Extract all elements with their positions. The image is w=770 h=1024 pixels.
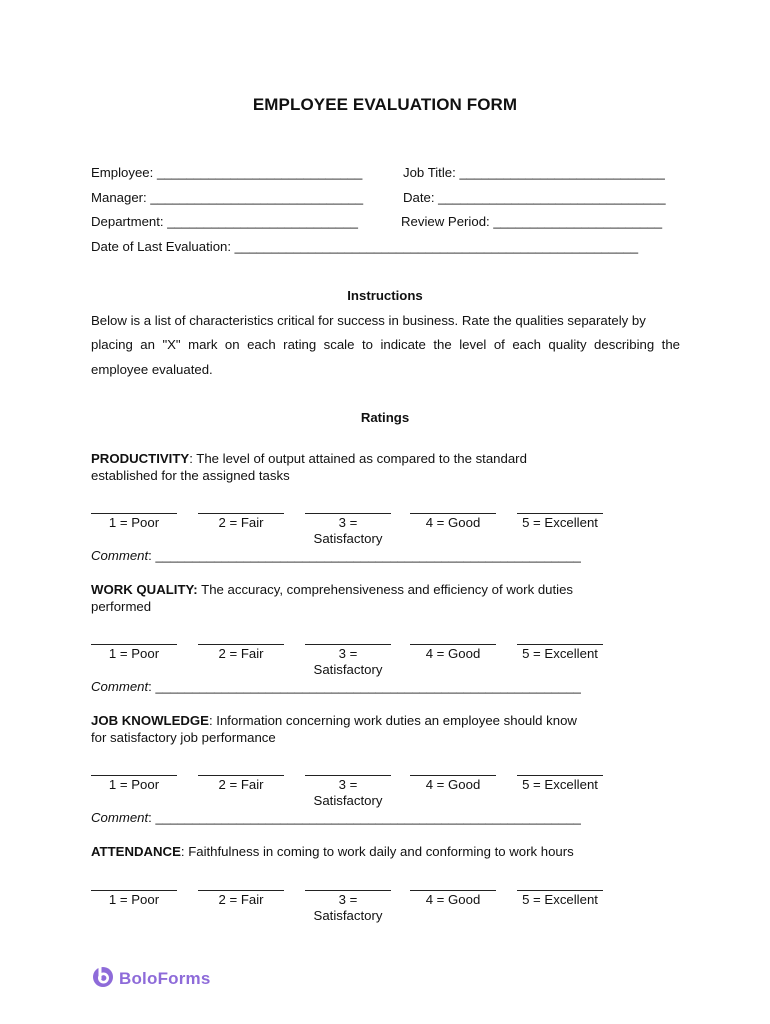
- rating-option-4[interactable]: [410, 632, 496, 662]
- rating-option-5[interactable]: [517, 632, 603, 662]
- rating-option-4[interactable]: [410, 501, 496, 531]
- rating-option-3[interactable]: [305, 763, 391, 809]
- section-name: PRODUCTIVITY: [91, 451, 190, 466]
- rating-blank-line[interactable]: [517, 632, 603, 645]
- rating-option-5[interactable]: [517, 878, 603, 908]
- rating-blank-line[interactable]: [410, 878, 496, 891]
- rating-label: 1 = Poor: [108, 892, 160, 907]
- section-description-text: The accuracy, comprehensiveness and efficiency of work duties performed: [91, 582, 574, 614]
- section-description-text: : Information concerning work duties an employee should know for satisfactory job performance: [91, 713, 577, 745]
- rating-label: 5 = Excellent: [522, 515, 598, 530]
- comment-label: Comment: [91, 548, 149, 563]
- rating-blank-line[interactable]: [410, 763, 496, 776]
- review-period-field[interactable]: Review Period: _______________________: [401, 214, 663, 229]
- comment-label: Comment: [91, 679, 149, 694]
- rating-label: 4 = Good: [425, 515, 481, 530]
- rating-option-2[interactable]: [198, 501, 284, 531]
- rating-blank-line[interactable]: [410, 501, 496, 514]
- boloforms-logo-text: BoloForms: [119, 968, 211, 988]
- rating-label: 5 = Excellent: [522, 892, 598, 907]
- instructions-line-2-text: placing an "X" mark on each rating scale to indicate the level of each quality describing the: [91, 337, 680, 352]
- rating-label: 1 = Poor: [108, 777, 160, 792]
- rating-option-3[interactable]: [305, 632, 391, 678]
- boloforms-logo-icon: [92, 964, 114, 993]
- department-field[interactable]: Department: __________________________: [91, 214, 358, 229]
- instructions-line-1: Below is a list of characteristics critical for success in business. Rate the qualities separately by: [91, 313, 646, 328]
- rating-option-4[interactable]: [410, 763, 496, 793]
- rating-label: 5 = Excellent: [522, 646, 598, 661]
- rating-blank-line[interactable]: [305, 878, 391, 891]
- rating-blank-line[interactable]: [91, 878, 177, 891]
- section-name: ATTENDANCE: [91, 844, 181, 859]
- comment-blank[interactable]: : __________________________________________________________: [148, 548, 581, 563]
- last-evaluation-field[interactable]: Date of Last Evaluation: _______________________________________________________: [91, 239, 639, 254]
- comment-label: Comment: [91, 810, 149, 825]
- rating-blank-line[interactable]: [517, 763, 603, 776]
- rating-blank-line[interactable]: [305, 632, 391, 645]
- date-field[interactable]: Date: _______________________________: [403, 190, 666, 205]
- rating-option-1[interactable]: [91, 632, 177, 662]
- rating-option-2[interactable]: [198, 763, 284, 793]
- rating-blank-line[interactable]: [410, 632, 496, 645]
- rating-label: 3 = Satisfactory: [313, 777, 383, 808]
- rating-label: 4 = Good: [425, 892, 481, 907]
- rating-option-3[interactable]: [305, 878, 391, 924]
- rating-blank-line[interactable]: [198, 632, 284, 645]
- rating-label: 2 = Fair: [218, 892, 264, 907]
- rating-blank-line[interactable]: [91, 763, 177, 776]
- rating-blank-line[interactable]: [305, 763, 391, 776]
- comment-blank[interactable]: : __________________________________________________________: [148, 810, 581, 825]
- rating-blank-line[interactable]: [198, 501, 284, 514]
- form-title: EMPLOYEE EVALUATION FORM: [252, 95, 518, 114]
- rating-label: 2 = Fair: [218, 515, 264, 530]
- job-title-field[interactable]: Job Title: ____________________________: [403, 165, 665, 180]
- rating-option-1[interactable]: [91, 501, 177, 531]
- section-description: [91, 843, 591, 860]
- rating-option-1[interactable]: [91, 878, 177, 908]
- comment-field[interactable]: [91, 810, 581, 825]
- rating-blank-line[interactable]: [198, 763, 284, 776]
- section-description: [91, 712, 591, 746]
- boloforms-logo: [92, 964, 211, 993]
- rating-option-3[interactable]: [305, 501, 391, 547]
- rating-blank-line[interactable]: [198, 878, 284, 891]
- rating-option-1[interactable]: [91, 763, 177, 793]
- rating-label: 4 = Good: [425, 646, 481, 661]
- rating-option-2[interactable]: [198, 632, 284, 662]
- rating-blank-line[interactable]: [91, 501, 177, 514]
- rating-label: 1 = Poor: [108, 515, 160, 530]
- rating-label: 3 = Satisfactory: [313, 646, 383, 677]
- comment-field[interactable]: [91, 548, 581, 563]
- manager-field[interactable]: Manager: _____________________________: [91, 190, 364, 205]
- section-name: JOB KNOWLEDGE: [91, 713, 209, 728]
- rating-blank-line[interactable]: [91, 632, 177, 645]
- section-name: WORK QUALITY:: [91, 582, 198, 597]
- rating-option-2[interactable]: [198, 878, 284, 908]
- rating-label: 5 = Excellent: [522, 777, 598, 792]
- instructions-line-2: [91, 337, 680, 352]
- rating-option-5[interactable]: [517, 763, 603, 793]
- comment-blank[interactable]: : __________________________________________________________: [148, 679, 581, 694]
- rating-blank-line[interactable]: [517, 501, 603, 514]
- rating-label: 2 = Fair: [218, 777, 264, 792]
- ratings-heading: Ratings: [360, 410, 410, 425]
- rating-option-4[interactable]: [410, 878, 496, 908]
- rating-label: 3 = Satisfactory: [313, 892, 383, 923]
- instructions-heading: Instructions: [347, 288, 423, 303]
- rating-label: 4 = Good: [425, 777, 481, 792]
- rating-blank-line[interactable]: [305, 501, 391, 514]
- rating-label: 1 = Poor: [108, 646, 160, 661]
- comment-field[interactable]: [91, 679, 581, 694]
- employee-field[interactable]: Employee: ____________________________: [91, 165, 363, 180]
- section-description: [91, 450, 591, 484]
- rating-blank-line[interactable]: [517, 878, 603, 891]
- instructions-line-3: employee evaluated.: [91, 362, 213, 377]
- rating-label: 3 = Satisfactory: [313, 515, 383, 546]
- section-description-text: : Faithfulness in coming to work daily and conforming to work hours: [180, 844, 574, 859]
- rating-option-5[interactable]: [517, 501, 603, 531]
- section-description: [91, 581, 591, 615]
- rating-label: 2 = Fair: [218, 646, 264, 661]
- section-description-text: : The level of output attained as compared to the standard established for the assigned tasks: [91, 451, 527, 483]
